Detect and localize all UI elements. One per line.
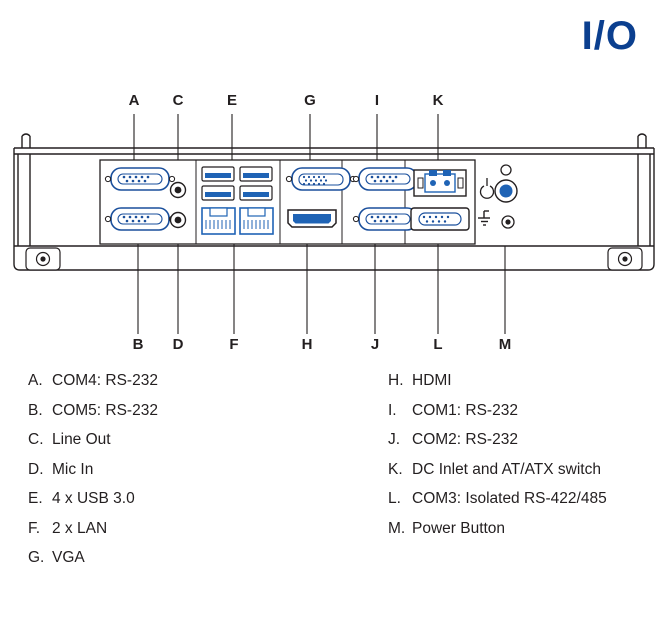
callout-label-m: M [498, 336, 512, 353]
callout-label-a: A [128, 92, 140, 109]
power-button-area [478, 165, 517, 228]
port-hdmi [288, 210, 336, 227]
callout-label-b: B [132, 336, 144, 353]
legend-text-b: COM5: RS-232 [52, 401, 158, 419]
legend-key-f: F. [28, 519, 41, 537]
legend-text-c: Line Out [52, 431, 111, 448]
port-com1-db9 [353, 168, 422, 190]
legend-column-right [388, 372, 668, 549]
mount-screw-left [26, 248, 60, 270]
callout-label-h: H [301, 336, 313, 353]
legend-item-f [28, 520, 328, 538]
legend-text-h: HDMI [412, 372, 452, 389]
legend-key-i: I. [388, 401, 397, 419]
legend-key-l: L. [388, 490, 401, 507]
callout-label-i: I [374, 92, 380, 109]
port-line-out-jack [171, 183, 186, 198]
port-vga [286, 168, 355, 190]
legend-item-g [28, 549, 328, 567]
callout-label-e: E [226, 92, 237, 109]
legend-item-d [28, 461, 328, 479]
legend-key-b: B. [28, 401, 43, 419]
port-com3-isolated-db9 [411, 208, 469, 230]
legend-text-a: COM4: RS-232 [52, 372, 158, 389]
callout-label-c: C [172, 92, 184, 109]
callout-label-l: L [433, 336, 443, 353]
legend-column-left [28, 372, 328, 579]
callout-label-k: K [432, 92, 444, 109]
legend-item-j [388, 431, 668, 449]
legend-key-j: J. [388, 431, 401, 448]
legend-key-d: D. [28, 460, 44, 478]
port-com5-db9 [105, 208, 174, 230]
legend-key-e: E. [28, 490, 43, 507]
rear-io-panel-diagram [0, 78, 668, 368]
legend-item-e [28, 490, 328, 508]
legend-item-a [28, 372, 328, 390]
port-com4-db9 [105, 168, 174, 190]
legend-key-m: M. [388, 519, 406, 537]
chassis-rear-panel [0, 78, 668, 368]
legend-text-e: 4 x USB 3.0 [52, 490, 135, 507]
page-title: I/O [581, 14, 638, 58]
legend-item-l [388, 490, 668, 508]
legend-item-i [388, 402, 668, 420]
callout-label-g: G [304, 92, 316, 109]
mount-screw-right [608, 248, 642, 270]
legend-item-k [388, 461, 668, 479]
legend-item-m [388, 520, 668, 538]
legend-key-g: G. [28, 549, 45, 566]
legend-key-c: C. [28, 431, 44, 448]
legend-item-b [28, 402, 328, 420]
legend-key-k: K. [388, 460, 403, 478]
legend-text-g: VGA [52, 549, 85, 566]
callout-label-j: J [370, 336, 380, 353]
port-mic-in-jack [171, 213, 186, 228]
legend-text-i: COM1: RS-232 [412, 401, 518, 419]
legend-text-j: COM2: RS-232 [412, 431, 518, 448]
port-dc-inlet-atx-switch [414, 170, 466, 196]
legend-text-m: Power Button [412, 519, 506, 537]
legend-text-f: 2 x LAN [52, 519, 108, 537]
legend-text-d: Mic In [52, 460, 94, 478]
legend-item-h [388, 372, 668, 390]
legend-item-c [28, 431, 328, 449]
legend-text-l: COM3: Isolated RS-422/485 [412, 490, 607, 507]
legend-key-a: A. [28, 372, 43, 389]
callout-label-d: D [172, 336, 184, 353]
legend-text-k: DC Inlet and AT/ATX switch [412, 460, 601, 478]
legend-key-h: H. [388, 372, 404, 389]
callout-label-f: F [229, 336, 239, 353]
